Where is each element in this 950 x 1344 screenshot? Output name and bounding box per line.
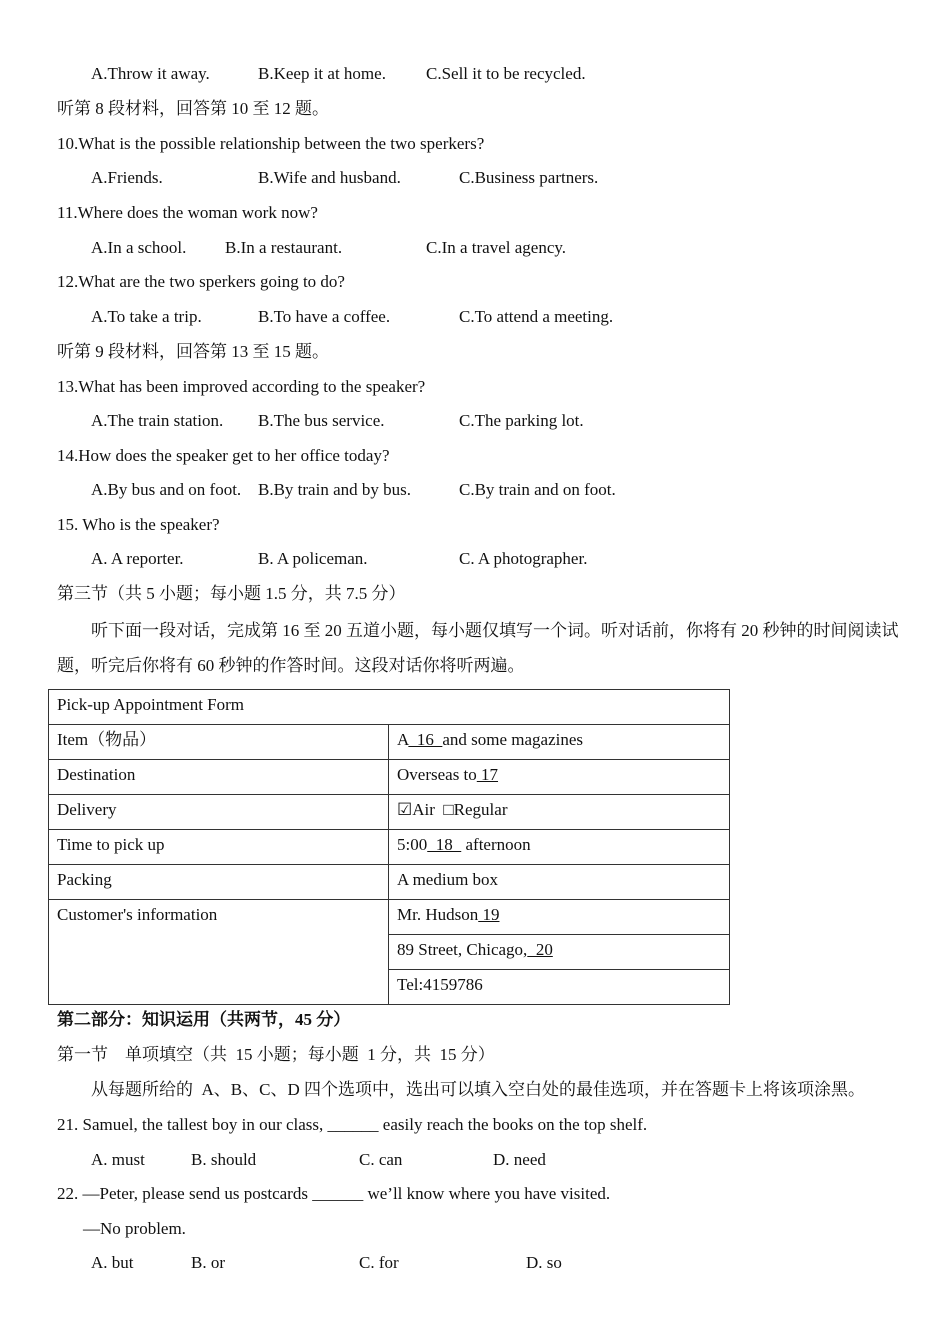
q22-option-b: B. or <box>191 1253 225 1272</box>
form-value-time <box>389 830 730 865</box>
q15-option-b: B. A policeman. <box>258 549 368 568</box>
item-prefix: A <box>397 730 409 749</box>
q21-option-d: D. need <box>493 1150 546 1169</box>
q14-stem: 14.How does the speaker get to her office today? <box>57 446 390 465</box>
q15-option-a: A. A reporter. <box>91 549 184 568</box>
q21-stem: 21. Samuel, the tallest boy in our class, ______ easily reach the books on the top shelf. <box>57 1115 648 1134</box>
destination-prefix: Overseas to <box>397 765 477 784</box>
q21-option-a: A. must <box>91 1150 145 1169</box>
q22-option-a: A. but <box>91 1253 134 1272</box>
delivery-options: ☑Air □Regular <box>397 800 508 819</box>
q11-stem: 11.Where does the woman work now? <box>57 203 318 222</box>
section1-heading: 第一节 单项填空（共 15 小题；每小题 1 分，共 15 分） <box>57 1045 495 1064</box>
q9-option-a: A.Throw it away. <box>91 64 210 83</box>
q14-option-b: B.By train and by bus. <box>258 480 411 499</box>
q22-option-c: C. for <box>359 1253 399 1272</box>
q21-option-c: C. can <box>359 1150 403 1169</box>
q21-option-b: B. should <box>191 1150 257 1169</box>
customer-address-prefix: 89 Street, Chicago, <box>397 940 528 959</box>
blank-20: 20 <box>527 940 553 959</box>
part2-heading: 第二部分：知识运用（共两节，45 分） <box>57 1010 351 1029</box>
blank-17: 17 <box>476 765 499 784</box>
q12-option-c: C.To attend a meeting. <box>459 307 614 326</box>
q22-option-d: D. so <box>526 1253 562 1272</box>
pickup-appointment-form <box>48 689 730 1005</box>
part3-heading: 第三节（共 5 小题；每小题 1.5 分，共 7.5 分） <box>57 584 406 603</box>
form-value-packing: A medium box <box>389 865 730 900</box>
form-label-time: Time to pick up <box>49 830 389 865</box>
q13-option-a: A.The train station. <box>91 411 224 430</box>
q10-option-b: B.Wife and husband. <box>258 168 401 187</box>
q15-option-c: C. A photographer. <box>459 549 588 568</box>
q12-stem: 12.What are the two sperkers going to do? <box>57 272 345 291</box>
q11-option-c: C.In a travel agency. <box>426 238 567 257</box>
q11-option-b: B.In a restaurant. <box>225 238 343 257</box>
q11-option-a: A.In a school. <box>91 238 187 257</box>
section9-heading: 听第 9 段材料，回答第 13 至 15 题。 <box>57 342 329 361</box>
q14-option-a: A.By bus and on foot. <box>91 480 242 499</box>
q13-option-c: C.The parking lot. <box>459 411 584 430</box>
form-label-customer: Customer's information <box>49 900 389 1005</box>
item-suffix: and some magazines <box>442 730 584 749</box>
q14-option-c: C.By train and on foot. <box>459 480 616 499</box>
form-label-packing: Packing <box>49 865 389 900</box>
part3-instruction-line2: 题，听完后你将有 60 秒钟的作答时间。这段对话你将听两遍。 <box>57 656 525 675</box>
form-label-destination: Destination <box>49 760 389 795</box>
form-title: Pick-up Appointment Form <box>49 690 730 725</box>
part3-instruction-line1: 听下面一段对话，完成第 16 至 20 五道小题，每小题仅填写一个词。听对话前，你将有 20 秒钟的时间阅读试 <box>91 621 899 640</box>
q10-stem: 10.What is the possible relationship between the two sperkers? <box>57 134 485 153</box>
form-row-customer-1 <box>49 900 730 935</box>
form-row-delivery <box>49 795 730 830</box>
q12-option-a: A.To take a trip. <box>91 307 202 326</box>
form-value-destination <box>389 760 730 795</box>
q9-option-b: B.Keep it at home. <box>258 64 386 83</box>
time-prefix: 5:00 <box>397 835 428 854</box>
form-row-item <box>49 725 730 760</box>
q15-stem: 15. Who is the speaker? <box>57 515 220 534</box>
section8-heading: 听第 8 段材料，回答第 10 至 12 题。 <box>57 99 329 118</box>
form-label-item: Item（物品） <box>49 725 389 760</box>
form-row-time <box>49 830 730 865</box>
q12-option-b: B.To have a coffee. <box>258 307 391 326</box>
q22-reply: —No problem. <box>83 1219 186 1238</box>
customer-name-prefix: Mr. Hudson <box>397 905 479 924</box>
blank-18: 18 <box>427 835 462 854</box>
section1-instruction: 从每题所给的 A、B、C、D 四个选项中，选出可以填入空白处的最佳选项，并在答题卡上将该项涂黑。 <box>91 1080 865 1099</box>
blank-19: 19 <box>478 905 500 924</box>
q13-stem: 13.What has been improved according to the speaker? <box>57 377 426 396</box>
form-row-destination <box>49 760 730 795</box>
form-value-customer-address <box>389 935 730 970</box>
q9-option-c: C.Sell it to be recycled. <box>426 64 586 83</box>
time-suffix: afternoon <box>461 835 531 854</box>
form-label-delivery: Delivery <box>49 795 389 830</box>
q22-stem: 22. —Peter, please send us postcards ______ we’ll know where you have visited. <box>57 1184 611 1203</box>
form-value-delivery <box>389 795 730 830</box>
q10-option-c: C.Business partners. <box>459 168 599 187</box>
form-row-packing <box>49 865 730 900</box>
form-value-item <box>389 725 730 760</box>
blank-16: 16 <box>408 730 443 749</box>
q10-option-a: A.Friends. <box>91 168 163 187</box>
q13-option-b: B.The bus service. <box>258 411 385 430</box>
form-value-customer-name <box>389 900 730 935</box>
form-value-customer-tel: Tel:4159786 <box>389 970 730 1005</box>
